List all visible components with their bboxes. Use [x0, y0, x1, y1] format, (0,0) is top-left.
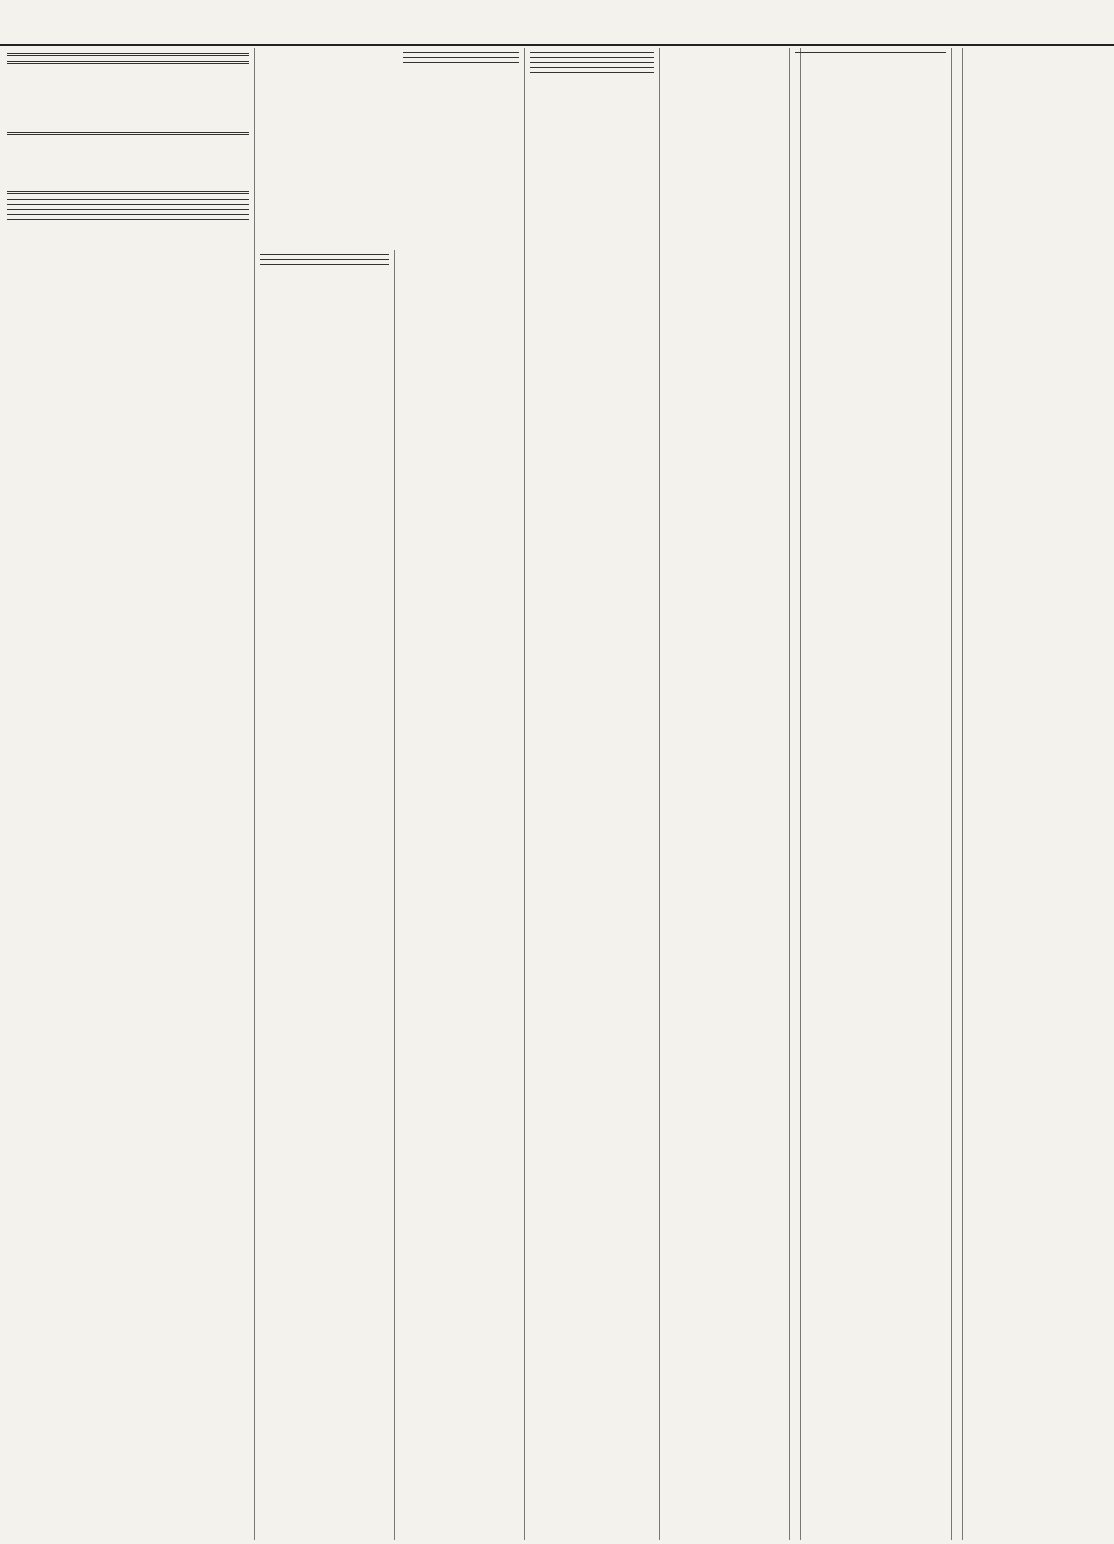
divider [530, 52, 654, 53]
divider [530, 57, 654, 58]
masthead [0, 0, 1114, 46]
divider [530, 72, 654, 73]
column-5 [660, 48, 790, 1540]
spacer-7 [952, 48, 963, 1540]
divider [403, 62, 519, 63]
divider [530, 67, 654, 68]
divider [7, 214, 249, 215]
divider [795, 52, 946, 53]
divider [7, 191, 249, 194]
divider [530, 62, 654, 63]
divider [403, 52, 519, 53]
divider [403, 57, 519, 58]
divider [7, 219, 249, 220]
divider [7, 132, 249, 135]
column-6 [790, 48, 952, 1540]
divider [7, 209, 249, 210]
column-3 [258, 48, 525, 1540]
divider [7, 53, 249, 56]
divider [7, 199, 249, 200]
column-1 [2, 48, 255, 1540]
column-4 [525, 48, 660, 1540]
divider [7, 61, 249, 64]
divider [7, 204, 249, 205]
